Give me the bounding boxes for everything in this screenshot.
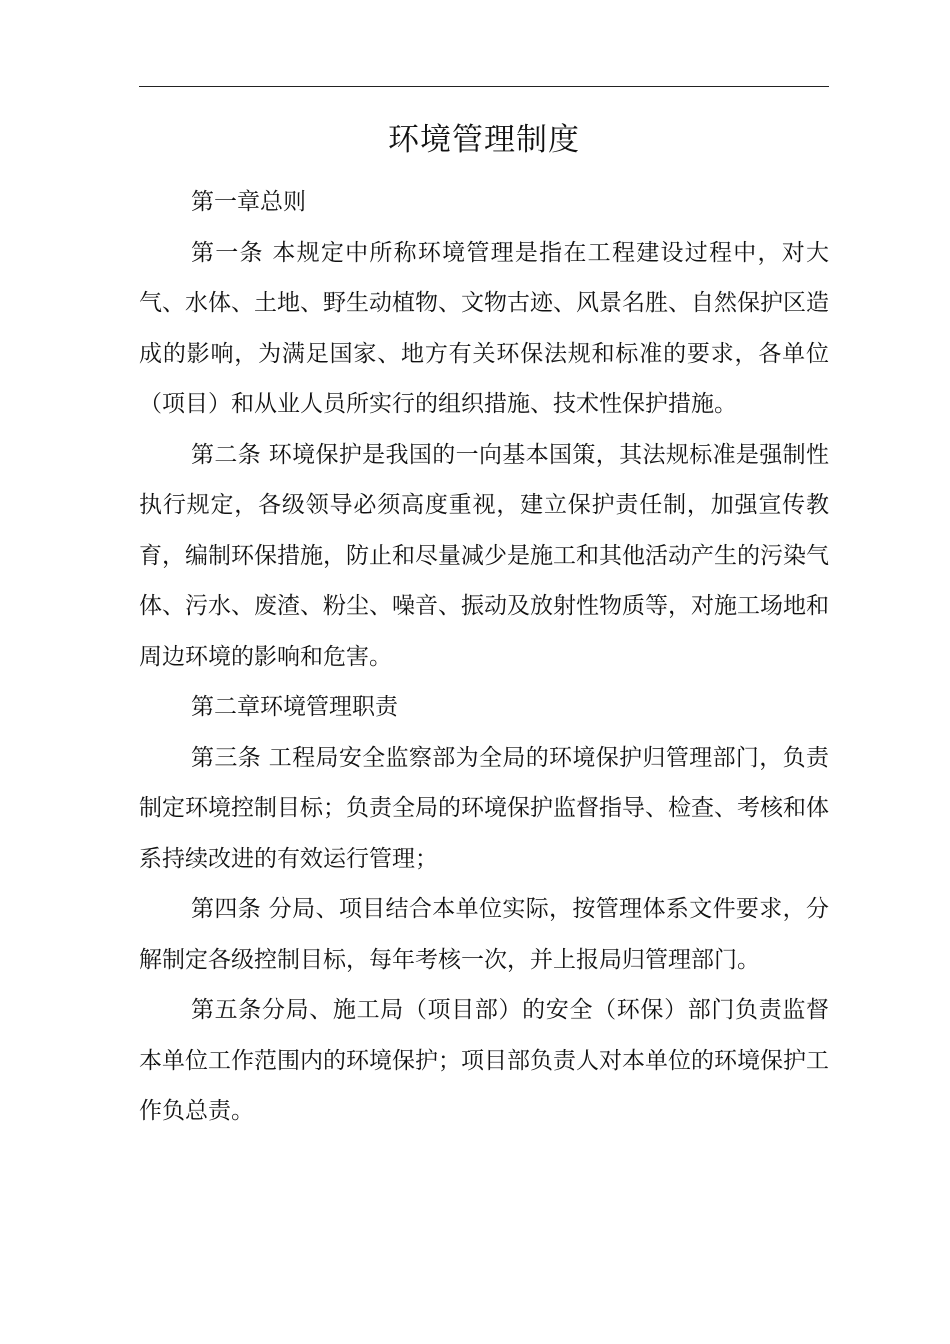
article-5: 第五条分局、施工局（项目部）的安全（环保）部门负责监督本单位工作范围内的环境保护；项目部负责人对本单位的环境保护工作负总责。 — [139, 997, 829, 1124]
chapter-heading-2: 第二章环境管理职责 — [191, 694, 398, 720]
article-4: 第四条 分局、项目结合本单位实际，按管理体系文件要求，分解制定各级控制目标，每年考核一次，并上报局归管理部门。 — [139, 896, 829, 973]
document-title: 环境管理制度 — [388, 122, 580, 158]
chapter-heading-1: 第一章总则 — [191, 189, 306, 215]
article-1: 第一条 本规定中所称环境管理是指在工程建设过程中，对大气、水体、土地、野生动植物、文物古迹、风景名胜、自然保护区造成的影响，为满足国家、地方有关环保法规和标准的要求，各单位（项目）和从业人员所实行的组织措施、技术性保护措施。 — [139, 239, 829, 417]
article-2: 第二条 环境保护是我国的一向基本国策，其法规标准是强制性执行规定，各级领导必须高度重视，建立保护责任制，加强宣传教育，编制环保措施，防止和尽量减少是施工和其他活动产生的污染气体、污水、废渣、粉尘、噪音、振动及放射性物质等，对施工场地和周边环境的影响和危害。 — [139, 441, 829, 670]
header-rule — [139, 86, 829, 87]
article-3: 第三条 工程局安全监察部为全局的环境保护归管理部门，负责制定环境控制目标；负责全局的环境保护监督指导、检查、考核和体系持续改进的有效运行管理； — [139, 744, 829, 872]
document-body — [139, 177, 829, 1137]
